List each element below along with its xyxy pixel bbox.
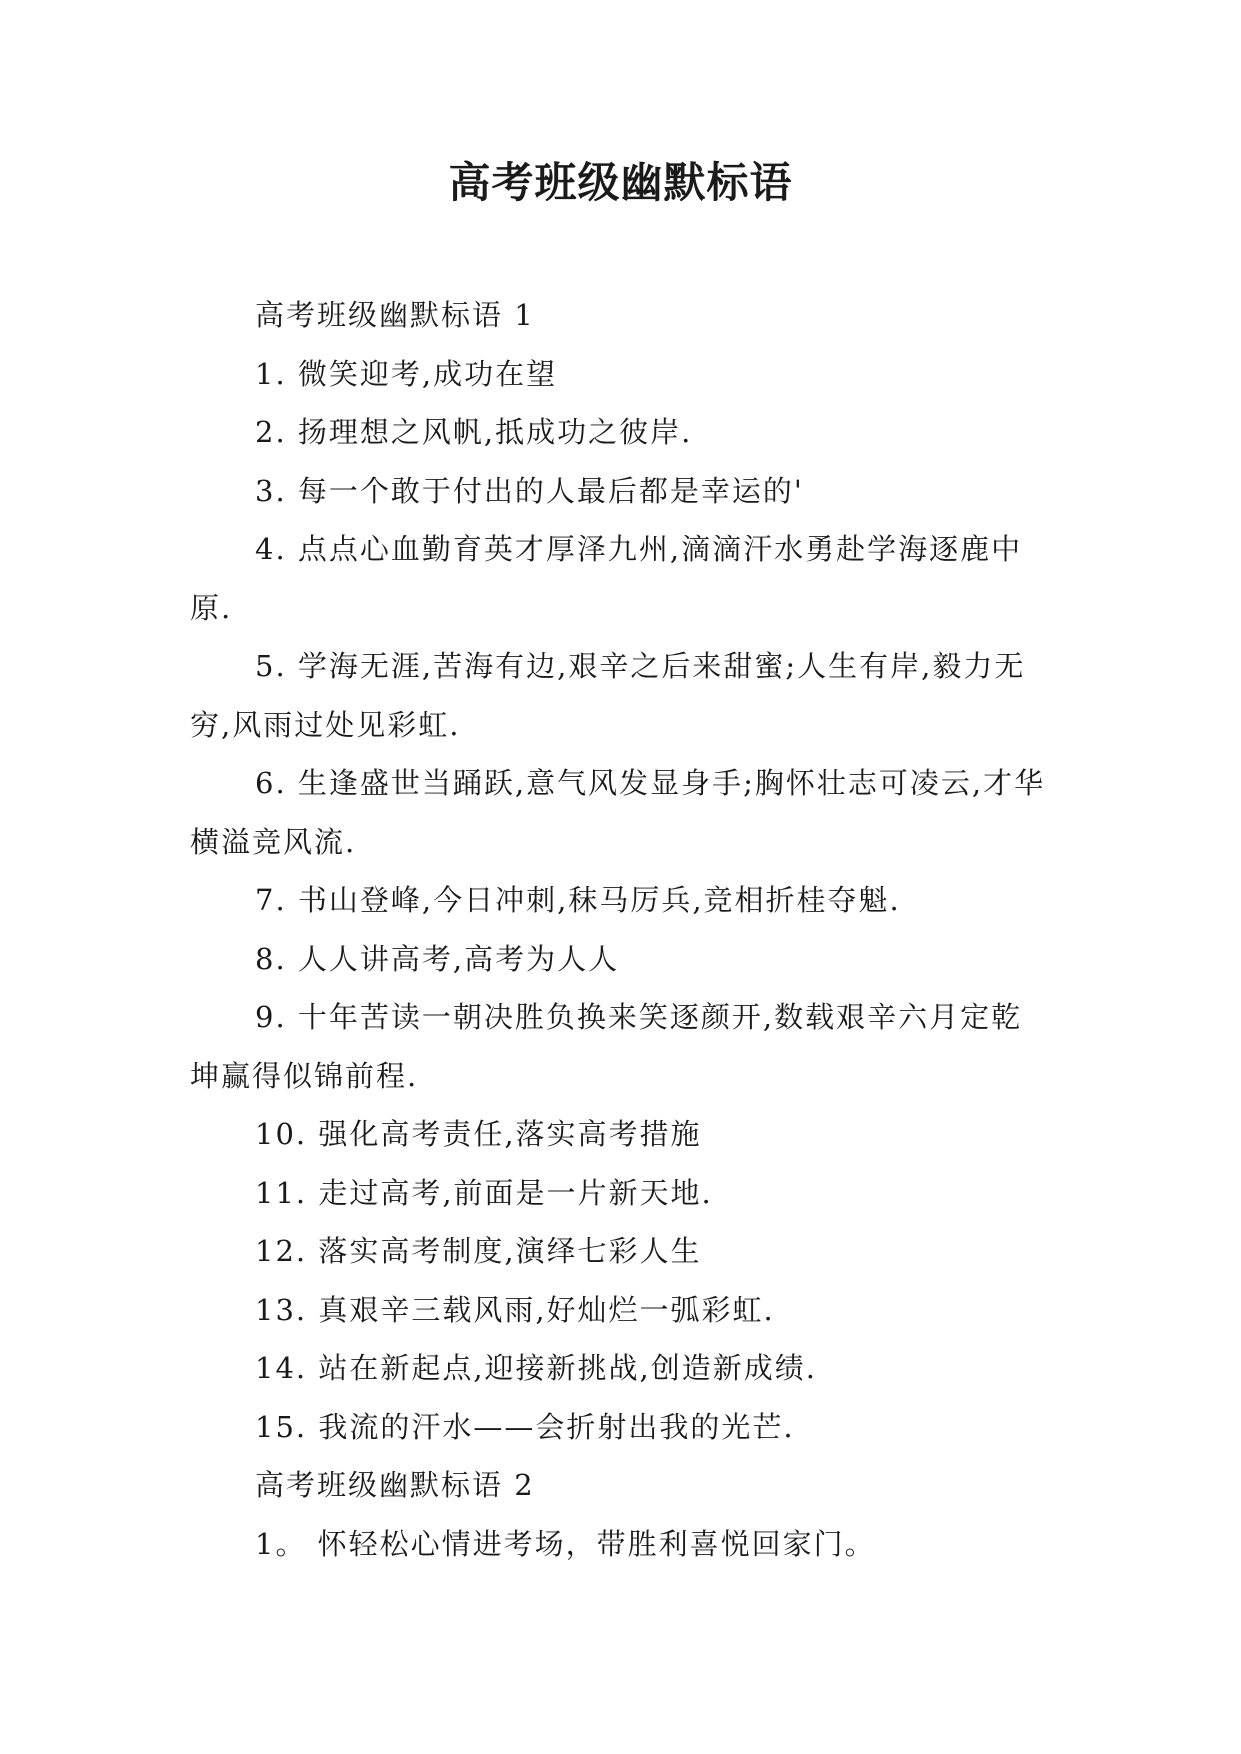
slogan-item: 3. 每一个敢于付出的人最后都是幸运的'	[255, 473, 804, 508]
slogan-item: 12. 落实高考制度,演绎七彩人生	[255, 1234, 702, 1268]
slogan-item: 15. 我流的汗水——会折射出我的光芒.	[255, 1409, 795, 1444]
slogan-item: 2. 扬理想之风帆,抵成功之彼岸.	[255, 415, 693, 449]
slogan-item: 1. 微笑迎考,成功在望	[255, 356, 558, 391]
section-heading: 高考班级幽默标语 1	[255, 298, 535, 332]
slogan-item: 8. 人人讲高考,高考为人人	[255, 941, 620, 976]
slogan-item: 9. 十年苦读一朝决胜负换来笑逐颜开,数载艰辛六月定乾坤赢得似锦前程.	[190, 1000, 1023, 1093]
slogan-item: 5. 学海无涯,苦海有边,艰辛之后来甜蜜;人生有岸,毅力无穷,风雨过处见彩虹.	[190, 649, 1026, 742]
slogan-item: 13. 真艰辛三载风雨,好灿烂一弧彩虹.	[255, 1292, 775, 1327]
slogan-item: 4. 点点心血勤育英才厚泽九州,滴滴汗水勇赴学海逐鹿中原.	[190, 532, 1023, 625]
slogan-item: 11. 走过高考,前面是一片新天地.	[255, 1175, 713, 1210]
slogan-item: 7. 书山登峰,今日冲刺,秣马厉兵,竞相折桂夺魁.	[255, 883, 901, 917]
document-body	[190, 286, 1050, 1573]
section-heading: 高考班级幽默标语 2	[255, 1468, 535, 1502]
slogan-item: 10. 强化高考责任,落实高考措施	[255, 1117, 702, 1151]
slogan-item: 6. 生逢盛世当踊跃,意气风发显身手;胸怀壮志可凌云,才华横溢竞风流.	[190, 766, 1046, 859]
document-title: 高考班级幽默标语	[448, 158, 793, 207]
slogan-item: 1。 怀轻松心情进考场，带胜利喜悦回家门。	[255, 1526, 876, 1561]
slogan-item: 14. 站在新起点,迎接新挑战,创造新成绩.	[255, 1351, 817, 1385]
